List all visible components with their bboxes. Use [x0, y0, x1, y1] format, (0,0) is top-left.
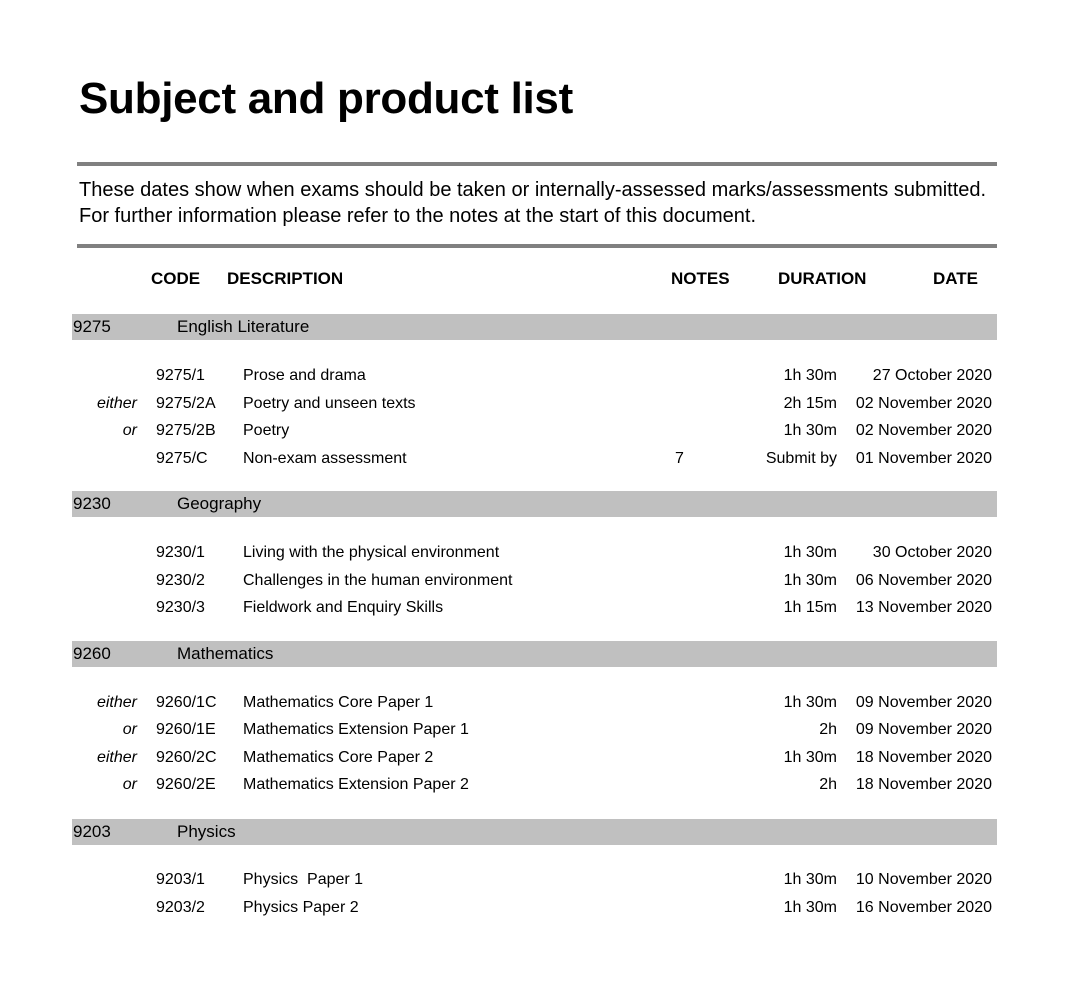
- component-code: 9260/1C: [156, 694, 217, 711]
- component-code: 9203/1: [156, 871, 205, 888]
- component-description: Challenges in the human environment: [243, 572, 513, 589]
- component-duration: 1h 15m: [783, 599, 837, 616]
- section-name: Physics: [177, 822, 236, 841]
- component-code: 9230/2: [156, 572, 205, 589]
- table-row: [0, 868, 1080, 892]
- component-date: 06 November 2020: [855, 572, 992, 589]
- component-code: 9275/1: [156, 367, 205, 384]
- component-description: Mathematics Extension Paper 1: [243, 721, 469, 738]
- component-date: 01 November 2020: [855, 450, 992, 467]
- component-duration: 1h 30m: [783, 749, 837, 766]
- table-row: [0, 541, 1080, 565]
- component-code: 9230/1: [156, 544, 205, 561]
- component-date: 09 November 2020: [855, 721, 992, 738]
- component-duration: 1h 30m: [783, 367, 837, 384]
- table-row: [0, 746, 1080, 770]
- header-divider: [77, 244, 997, 248]
- component-notes: 7: [675, 450, 684, 467]
- component-date: 16 November 2020: [855, 899, 992, 916]
- component-description: Living with the physical environment: [243, 544, 500, 561]
- section-name: Mathematics: [177, 644, 274, 663]
- column-header-duration: DURATION: [778, 269, 867, 288]
- option-label: either: [96, 694, 137, 711]
- table-row: [0, 419, 1080, 443]
- section-header-mathematics: [72, 641, 997, 667]
- component-description: Physics Paper 2: [243, 899, 359, 916]
- top-divider: [77, 162, 997, 166]
- component-duration: 2h 15m: [783, 395, 837, 412]
- option-label: either: [96, 749, 137, 766]
- component-duration: 1h 30m: [783, 572, 837, 589]
- column-header-date: DATE: [933, 269, 979, 288]
- component-description: Mathematics Core Paper 2: [243, 749, 434, 766]
- component-date: 13 November 2020: [855, 599, 992, 616]
- table-row: [0, 569, 1080, 593]
- component-date: 02 November 2020: [855, 422, 992, 439]
- component-date: 18 November 2020: [855, 776, 992, 793]
- component-duration: 2h: [819, 721, 837, 738]
- component-duration: 1h 30m: [783, 544, 837, 561]
- component-code: 9275/C: [156, 450, 208, 467]
- table-row: [0, 896, 1080, 920]
- component-duration: Submit by: [765, 450, 837, 467]
- component-date: 02 November 2020: [855, 395, 992, 412]
- page-title: Subject and product list: [79, 74, 573, 123]
- component-date: 09 November 2020: [855, 694, 992, 711]
- component-duration: 1h 30m: [783, 871, 837, 888]
- component-description: Poetry and unseen texts: [243, 395, 416, 412]
- table-row: [0, 364, 1080, 388]
- intro-text: These dates show when exams should be taken or internally-assessed marks/assessments submitted. For further information please refer to the notes at the start of this document.: [79, 179, 987, 227]
- component-code: 9260/2E: [156, 776, 216, 793]
- section-number: 9203: [73, 822, 111, 841]
- component-date: 30 October 2020: [872, 544, 992, 561]
- section-number: 9230: [73, 494, 111, 513]
- component-code: 9275/2B: [156, 422, 216, 439]
- table-row: [0, 392, 1080, 416]
- section-name: English Literature: [177, 317, 310, 336]
- component-description: Non-exam assessment: [243, 450, 407, 467]
- table-row: [0, 718, 1080, 742]
- option-label: or: [122, 422, 137, 439]
- component-code: 9260/1E: [156, 721, 216, 738]
- column-header-code: CODE: [151, 269, 201, 288]
- component-description: Mathematics Core Paper 1: [243, 694, 434, 711]
- component-code: 9230/3: [156, 599, 205, 616]
- component-code: 9260/2C: [156, 749, 217, 766]
- section-name: Geography: [177, 494, 262, 513]
- component-date: 27 October 2020: [872, 367, 992, 384]
- table-row: [0, 596, 1080, 620]
- component-duration: 1h 30m: [783, 422, 837, 439]
- column-header-notes: NOTES: [671, 269, 730, 288]
- component-date: 10 November 2020: [855, 871, 992, 888]
- section-header-physics: [72, 819, 997, 845]
- option-label: either: [96, 395, 137, 412]
- component-code: 9203/2: [156, 899, 205, 916]
- component-code: 9275/2A: [156, 395, 216, 412]
- component-description: Prose and drama: [243, 367, 366, 384]
- component-description: Poetry: [243, 422, 290, 439]
- component-description: Fieldwork and Enquiry Skills: [243, 599, 444, 616]
- option-label: or: [122, 776, 137, 793]
- component-duration: 1h 30m: [783, 694, 837, 711]
- component-duration: 2h: [819, 776, 837, 793]
- table-row: [0, 773, 1080, 797]
- component-description: Physics Paper 1: [243, 871, 364, 888]
- section-header-geography: [72, 491, 997, 517]
- option-label: or: [122, 721, 137, 738]
- component-date: 18 November 2020: [855, 749, 992, 766]
- section-header-english-literature: [72, 314, 997, 340]
- table-row: [0, 447, 1080, 471]
- table-row: [0, 691, 1080, 715]
- component-description: Mathematics Extension Paper 2: [243, 776, 469, 793]
- section-number: 9275: [73, 317, 111, 336]
- column-header-description: DESCRIPTION: [227, 269, 344, 288]
- component-duration: 1h 30m: [783, 899, 837, 916]
- section-number: 9260: [73, 644, 111, 663]
